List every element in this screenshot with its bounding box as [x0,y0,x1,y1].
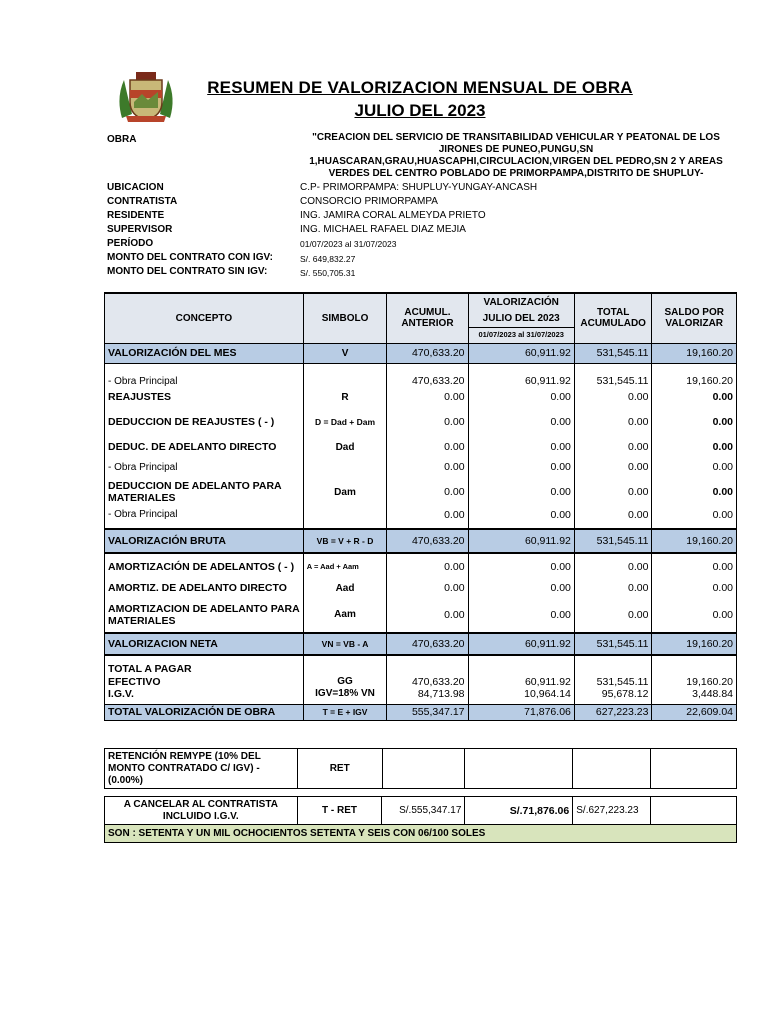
municipal-shield-logo-icon [114,68,178,124]
row-son-monto-letras: SON : SETENTA Y UN MIL OCHOCIENTOS SETENTA Y SEIS CON 06/100 SOLES [105,825,737,843]
row-valorizacion-neta: VALORIZACION NETA VN = VB - A 470,633.20 60,911.92 531,545.11 19,160.20 [105,633,737,655]
row-amortizacion-adelantos: AMORTIZACIÓN DE ADELANTOS ( - ) A = Aad + Aam 0.00 0.00 0.00 0.00 [105,553,737,579]
row-deduccion-reajustes: DEDUCCION DE REAJUSTES ( - ) D = Dad + Dam 0.00 0.00 0.00 0.00 [105,407,737,437]
document-subtitle: JULIO DEL 2023 [354,101,486,120]
row-deduccion-adelanto-directo: DEDUC. DE ADELANTO DIRECTO Dad 0.00 0.00 0.00 0.00 [105,437,737,457]
contratista-value: CONSORCIO PRIMORPAMPA [300,196,438,207]
row-total-valorizacion-obra: TOTAL VALORIZACIÓN DE OBRA T = E + IGV 555,347.17 71,876.06 627,223.23 22,609.04 [105,704,737,720]
row-total-a-pagar: TOTAL A PAGAR [105,655,737,675]
monto-con-igv-label: MONTO DEL CONTRATO CON IGV: [107,252,273,263]
obra-description: "CREACION DEL SERVICIO DE TRANSITABILIDAD VEHICULAR Y PEATONAL DE LOS JIRONES DE PUNEO,PUNGU,SN 1,HUASCARAN,GRAU,HUASCAPHI,CIRCULACION,VIRGEN DEL PEDRO,SN 2 Y AREAS VERDES DEL CENTRO POBLADO DE PRIMORPAMPA,DISTRITO DE SHUPLUY- [309,132,723,179]
table-header-row [105,293,737,343]
row-a-cancelar: A CANCELAR AL CONTRATISTA INCLUIDO I.G.V. T - RET S/.555,347.17 S/.71,876.06 S/.627,223.23 [105,797,737,825]
monto-sin-igv-value: S/. 550,705.31 [300,268,356,278]
row-igv: I.G.V. IGV=18% VN 84,713.98 10,964.14 95,678.12 3,448.84 [105,688,737,704]
row-obra-principal: - Obra Principal 470,633.20 60,911.92 531,545.11 19,160.20 [105,363,737,387]
ubicacion-value: C.P- PRIMORPAMPA: SHUPLUY-YUNGAY-ANCASH [300,182,538,193]
col-total-acumulado-header: TOTAL ACUMULADO [574,293,652,343]
row-valorizacion-mes: VALORIZACIÓN DEL MES V 470,633.20 60,911.92 531,545.11 19,160.20 [105,343,737,363]
row-retencion: RETENCIÓN REMYPE (10% DEL MONTO CONTRATADO C/ IGV) - (0.00%) RET [105,749,737,789]
col-simbolo-header: SIMBOLO [303,293,387,343]
periodo-value: 01/07/2023 al 31/07/2023 [300,239,397,249]
contratista-label: CONTRATISTA [107,196,178,207]
periodo-label: PERÍODO [107,238,154,249]
cancelar-table [104,796,737,843]
ubicacion-label: UBICACION [107,182,164,193]
row-obra-principal: - Obra Principal 0.00 0.00 0.00 0.00 [105,457,737,477]
row-amortizacion-adelanto-directo: AMORTIZ. DE ADELANTO DIRECTO Aad 0.00 0.00 0.00 0.00 [105,579,737,597]
residente-value: ING. JAMIRA CORAL ALMEYDA PRIETO [300,210,486,221]
col-valorizacion-header: VALORIZACIÓN JULIO DEL 2023 01/07/2023 al 31/07/2023 [468,293,574,343]
supervisor-value: ING. MICHAEL RAFAEL DIAZ MEJIA [300,224,466,235]
monto-sin-igv-label: MONTO DEL CONTRATO SIN IGV: [107,266,268,277]
obra-label: OBRA [107,134,137,145]
col-saldo-header: SALDO POR VALORIZAR [652,293,737,343]
row-reajustes: REAJUSTES R 0.00 0.00 0.00 0.00 [105,387,737,407]
row-valorizacion-bruta: VALORIZACIÓN BRUTA VB = V + R - D 470,633.20 60,911.92 531,545.11 19,160.20 [105,529,737,553]
monto-con-igv-value: S/. 649,832.27 [300,254,356,264]
col-concepto-header: CONCEPTO [105,293,304,343]
supervisor-label: SUPERVISOR [107,224,173,235]
row-deduccion-adelanto-materiales: DEDUCCION DE ADELANTO PARA MATERIALES Dam 0.00 0.00 0.00 0.00 [105,477,737,507]
row-efectivo: EFECTIVO GG 470,633.20 60,911.92 531,545.11 19,160.20 [105,675,737,688]
col-acumulado-anterior-header: ACUMUL. ANTERIOR [387,293,468,343]
row-obra-principal: - Obra Principal 0.00 0.00 0.00 0.00 [105,507,737,529]
residente-label: RESIDENTE [107,210,165,221]
document-title: RESUMEN DE VALORIZACION MENSUAL DE OBRA [207,78,633,97]
row-amortizacion-adelanto-materiales: AMORTIZACION DE ADELANTO PARA MATERIALES Aam 0.00 0.00 0.00 0.00 [105,597,737,633]
retencion-table [104,748,737,789]
valorizacion-table [104,292,737,721]
